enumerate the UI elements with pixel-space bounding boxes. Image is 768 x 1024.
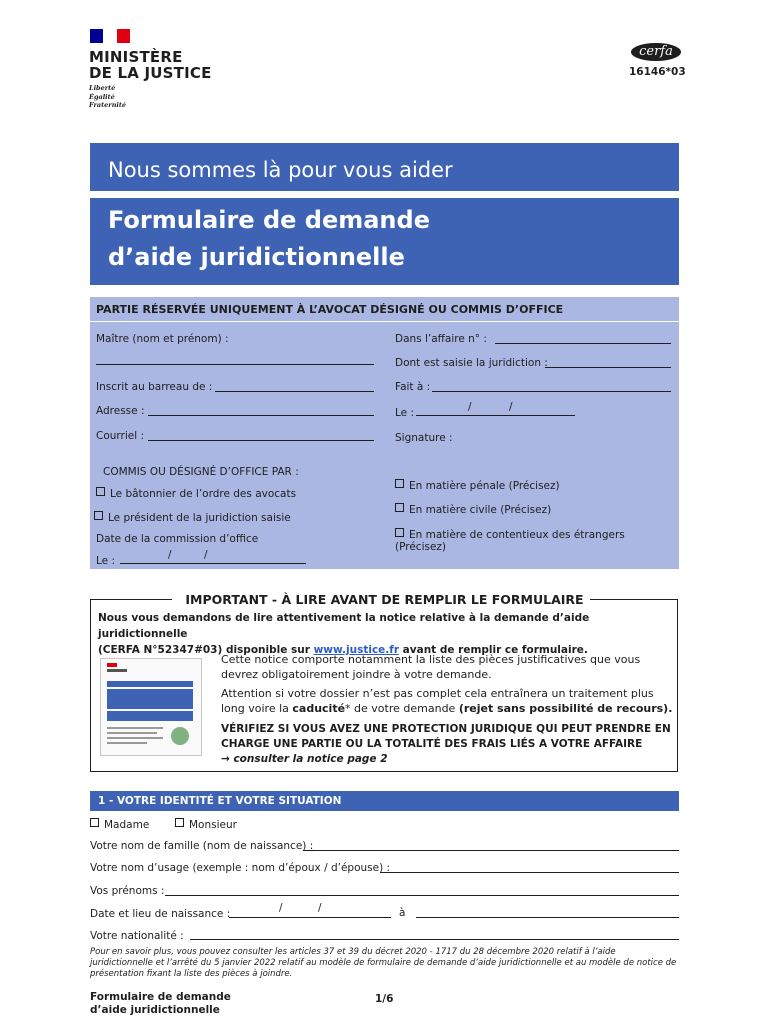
commission-date-field[interactable]	[120, 563, 306, 564]
p2-line-2	[221, 701, 681, 716]
date-field[interactable]	[416, 415, 575, 416]
protection-warning	[221, 722, 683, 752]
flag-white-band	[103, 29, 116, 43]
juridiction-label: Dont est saisie la juridiction :	[395, 357, 548, 369]
flag-red-band	[117, 29, 130, 43]
intro-line-1: Nous vous demandons de lire attentivement la notice relative à la demande d’aide juridictionnelle	[98, 612, 590, 640]
maitre-label: Maître (nom et prénom) :	[96, 333, 229, 345]
warning-line-2: CHARGE UNE PARTIE OU LA TOTALITÉ DES FRAIS LIÉS A VOTRE AFFAIRE	[221, 738, 643, 750]
prenoms-label: Vos prénoms :	[90, 885, 165, 897]
courriel-field[interactable]	[148, 440, 374, 441]
thumb-band-2	[107, 689, 193, 709]
republique-flag-logo	[90, 29, 130, 43]
intro-text-a: (CERFA N°52347#03) disponible sur	[98, 644, 314, 656]
prenoms-field[interactable]	[165, 895, 679, 896]
title-line-1: Formulaire de demande	[108, 206, 430, 234]
cerfa-logo: cerfa	[631, 43, 681, 61]
commission-slash-1: /	[168, 549, 172, 561]
madame-option[interactable]	[90, 818, 149, 831]
signature-label: Signature :	[395, 432, 453, 444]
monsieur-label: Monsieur	[189, 819, 237, 831]
flag-blue-band	[90, 29, 103, 43]
thumb-seal	[171, 727, 189, 745]
madame-label: Madame	[104, 819, 150, 831]
ministry-line-1: MINISTÈRE	[89, 48, 183, 66]
naissance-slash-2: /	[318, 902, 322, 914]
thumb-band-3	[107, 711, 193, 721]
commission-slash-2: /	[204, 549, 208, 561]
motto-fraternite: Fraternité	[89, 101, 127, 109]
nom-famille-label: Votre nom de famille (nom de naissance) :	[90, 840, 314, 852]
subtitle-banner	[90, 143, 679, 191]
opt-batonnier[interactable]	[96, 487, 296, 500]
courriel-label: Courriel :	[96, 430, 145, 442]
lawyer-section	[90, 297, 679, 569]
thumb-flag	[107, 663, 117, 667]
p2-text-4: (rejet sans possibilité de recours).	[458, 702, 673, 715]
opt-civile-label: En matière civile (Précisez)	[409, 504, 552, 516]
cerfa-number: 16146*03	[629, 66, 686, 78]
checkbox[interactable]	[395, 528, 404, 537]
opt-president[interactable]	[94, 511, 291, 524]
notice-thumbnail-image	[100, 658, 202, 756]
warning-line-1: VÉRIFIEZ SI VOUS AVEZ UNE PROTECTION JURIDIQUE QUI PEUT PRENDRE EN	[221, 723, 671, 735]
commis-heading: COMMIS OU DÉSIGNÉ D’OFFICE PAR :	[103, 466, 299, 478]
maitre-field[interactable]	[96, 364, 374, 365]
affaire-field[interactable]	[495, 343, 671, 344]
nom-famille-field[interactable]	[303, 850, 679, 851]
adresse-field[interactable]	[148, 415, 374, 416]
opt-batonnier-label: Le bâtonnier de l’ordre des avocats	[110, 488, 297, 500]
monsieur-option[interactable]	[175, 818, 237, 831]
nationalite-label: Votre nationalité :	[90, 930, 184, 942]
motto-liberte: Liberté	[89, 84, 116, 92]
fait-field[interactable]	[432, 391, 671, 392]
nom-usage-field[interactable]	[380, 872, 679, 873]
date-naissance-field[interactable]	[229, 917, 391, 918]
date-commission-label: Date de la commission d’office	[96, 533, 259, 545]
nationalite-field[interactable]	[190, 939, 679, 940]
notice-paragraph-1	[221, 652, 681, 682]
p1-line-1: Cette notice comporte notamment la liste des pièces justificatives que vous	[221, 653, 641, 666]
opt-president-label: Le président de la juridiction saisie	[108, 512, 291, 524]
le2-label: Le :	[96, 555, 116, 567]
title-banner	[90, 198, 679, 285]
date-slash-2: /	[509, 401, 513, 413]
lieu-a-label: à	[399, 907, 406, 919]
important-intro	[98, 610, 673, 658]
opt-penale[interactable]	[395, 479, 560, 492]
footer-title	[90, 991, 231, 1017]
checkbox[interactable]	[90, 818, 99, 827]
nom-usage-label: Votre nom d’usage (exemple : nom d’époux / d’épouse) :	[90, 862, 391, 874]
legal-footnote: Pour en savoir plus, vous pouvez consulter les articles 37 et 39 du décret 2020 - 1717 du 28 décembre 2020 relatif à l’aide juridictionnelle et l’arrêté du 5 janvier 2022 relatif au modèle de formulaire de demande d’aide juridictionnelle et au modèle de notice de présentation fixant la liste des pièces à joindre.	[90, 947, 677, 979]
naissance-slash-1: /	[279, 902, 283, 914]
p2-text-3: * de votre demande	[345, 702, 459, 715]
section-1-title: 1 - VOTRE IDENTITÉ ET VOTRE SITUATION	[98, 795, 342, 807]
adresse-label: Adresse :	[96, 405, 145, 417]
fait-label: Fait à :	[395, 381, 431, 393]
justice-link[interactable]: www.justice.fr	[313, 644, 400, 656]
inscrit-label: Inscrit au barreau de :	[96, 381, 213, 393]
thumb-line	[107, 732, 157, 734]
checkbox[interactable]	[175, 818, 184, 827]
le-label: Le :	[395, 407, 415, 419]
republic-motto	[89, 84, 126, 110]
checkbox[interactable]	[395, 479, 404, 488]
ministry-line-2: DE LA JUSTICE	[89, 64, 212, 82]
opt-penale-label: En matière pénale (Précisez)	[409, 480, 560, 492]
section-1-header	[90, 791, 679, 811]
barreau-field[interactable]	[215, 391, 374, 392]
opt-etrangers[interactable]	[395, 528, 679, 553]
ministry-name	[89, 49, 212, 81]
lawyer-section-heading: PARTIE RÉSERVÉE UNIQUEMENT À L’AVOCAT DÉSIGNÉ OU COMMIS D’OFFICE	[96, 303, 564, 316]
motto-egalite: Égalité	[89, 92, 115, 101]
affaire-label: Dans l’affaire n° :	[395, 333, 487, 345]
opt-etrangers-label: En matière de contentieux des étrangers (Précisez)	[395, 529, 625, 553]
date-slash-1: /	[468, 401, 472, 413]
naissance-label: Date et lieu de naissance :	[90, 908, 231, 920]
p2-caducite: caducité	[292, 702, 346, 715]
thumb-band-1	[107, 681, 193, 687]
page-number: 1/6	[375, 993, 394, 1005]
checkbox[interactable]	[96, 487, 105, 496]
p1-line-2: devrez obligatoirement joindre à votre demande.	[221, 668, 492, 681]
title-line-2: d’aide juridictionnelle	[108, 243, 405, 271]
intro-text-b: avant de remplir ce formulaire.	[399, 644, 588, 656]
important-title: IMPORTANT - À LIRE AVANT DE REMPLIR LE FORMULAIRE	[185, 592, 584, 607]
thumb-line	[107, 742, 147, 744]
thumb-ministry	[107, 669, 127, 672]
checkbox[interactable]	[94, 511, 103, 520]
p2-line-1: Attention si votre dossier n’est pas complet cela entraînera un traitement plus	[221, 687, 654, 700]
lieu-naissance-field[interactable]	[416, 917, 679, 918]
juridiction-field[interactable]	[545, 367, 671, 368]
divider	[90, 321, 679, 322]
footer-title-line-1: Formulaire de demande	[90, 991, 231, 1003]
notice-page-link[interactable]: → consulter la notice page 2	[221, 753, 388, 765]
p2-text-1: long voire la	[221, 702, 293, 715]
notice-paragraph-2	[221, 686, 681, 716]
footer-title-line-2: d’aide juridictionnelle	[90, 1004, 220, 1016]
subtitle-text: Nous sommes là pour vous aider	[108, 158, 453, 182]
thumb-line	[107, 737, 163, 739]
opt-civile[interactable]	[395, 503, 551, 516]
checkbox[interactable]	[395, 503, 404, 512]
thumb-line	[107, 727, 163, 729]
